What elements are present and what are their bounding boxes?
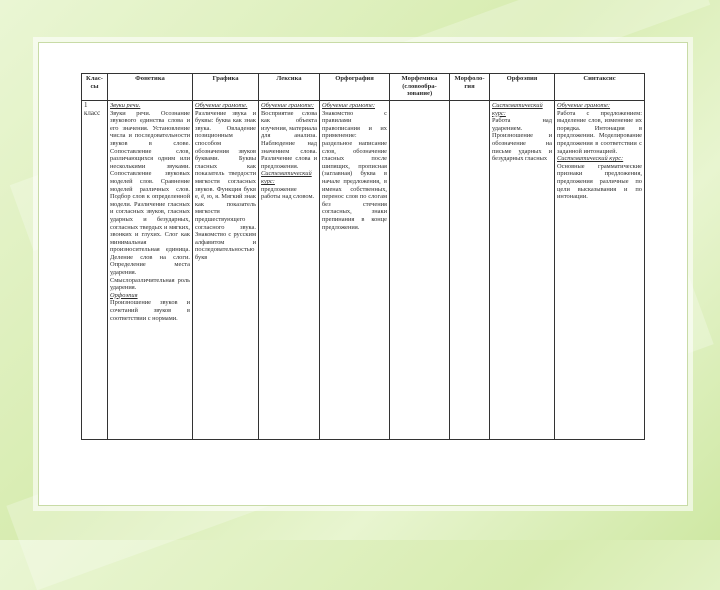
morphology-cell (450, 101, 490, 440)
cell-heading: Обучение грамоте: (261, 102, 315, 109)
table-row (82, 101, 645, 440)
slide-panel (38, 42, 688, 506)
phonetics-cell (108, 101, 193, 440)
header-cell: Клас-сы (82, 74, 108, 101)
syntax-cell (555, 101, 645, 440)
grade-cell: 1 класс (82, 101, 108, 440)
orthoepy-cell (490, 101, 555, 440)
cell-text: Звуки речи. Осознание звукового единства слова и его значения. Установление числа и последовательности звуков в слове. Сопоставление слов, различающихся одним или несколькими звуками. Сопоставление звуковых моделей слов. Сравнение моделей различных слов. Подбор слов к определенной модели. Различение гласных и согласных звуков, гласных ударных и безударных, согласных твердых и мягких, звонких и глухих. Слог как минимальная произносительная единица. Деление слов на слоги. Определение места ударения. Смыслоразличительная роль ударения. (110, 109, 190, 292)
header-cell: Фонетика (108, 74, 193, 101)
cell-text: Работа с предложением: выделение слов, изменение их порядка. Интонация в предложении. Моделирование предложения в соответствии с заданной интонацией. (557, 109, 642, 155)
cell-text: предложение работы над словом. (261, 185, 315, 201)
header-cell: Орфоэпия (490, 74, 555, 101)
morphemics-cell (390, 101, 450, 440)
cell-heading: Звуки речи. (110, 102, 141, 109)
cell-heading: Обучение грамоте. (195, 102, 248, 109)
cell-heading: Систематический курс: (492, 102, 543, 117)
header-cell: Морфемика (словообра-зование) (390, 74, 450, 101)
cell-text: Основные грамматические признаки предложения, предложения различные по цели высказывания и по интонации. (557, 162, 642, 201)
orthography-cell (320, 101, 390, 440)
header-cell: Графика (193, 74, 259, 101)
graphics-cell (193, 101, 259, 440)
header-cell: Синтаксис (555, 74, 645, 101)
lexics-cell (259, 101, 320, 440)
cell-heading: Обучение грамоте: (557, 102, 611, 109)
cell-text: Различение звука и буквы: буква как знак звука. Овладение позиционным способом обозначения звуков буквами. Буквы гласных как показатель твердости мягкости согласных звуков. Функция букв е, ё, ю, я. Мягкий знак как показатель мягкости предшествующего согласного звука. Знакомство с русским алфавитом и последовательностью букв (195, 109, 256, 261)
cell-heading: Обучение грамоте: (322, 102, 376, 109)
cell-text: Восприятие слова как объекта изучения, материала для анализа. Наблюдение над значением слова. Различение слова и предложения. (261, 109, 317, 170)
header-cell: Орфография (320, 74, 390, 101)
header-cell: Морфоло-гия (450, 74, 490, 101)
cell-text: Произношение звуков и сочетаний звуков в соответствии с нормами. (110, 299, 190, 322)
header-row (82, 74, 645, 101)
cell-heading: Систематический курс: (557, 155, 624, 163)
curriculum-table (81, 73, 645, 440)
cell-text: Знакомство с правилами правописания и их применение: раздельное написание слов, обозначение гласных после шипящих, прописная (заглавная) буква в начале предложения, в именах собственных, перенос слов по слогам без стечения согласных, знаки препинания в конце предложения. (322, 109, 387, 231)
cell-text: Работа над ударением. Произношение и обозначение на письме ударных и безударных гласных (492, 117, 552, 163)
cell-heading: Систематический курс: (261, 170, 312, 185)
cell-heading: Орфоэпия (110, 291, 138, 299)
header-cell: Лексика (259, 74, 320, 101)
